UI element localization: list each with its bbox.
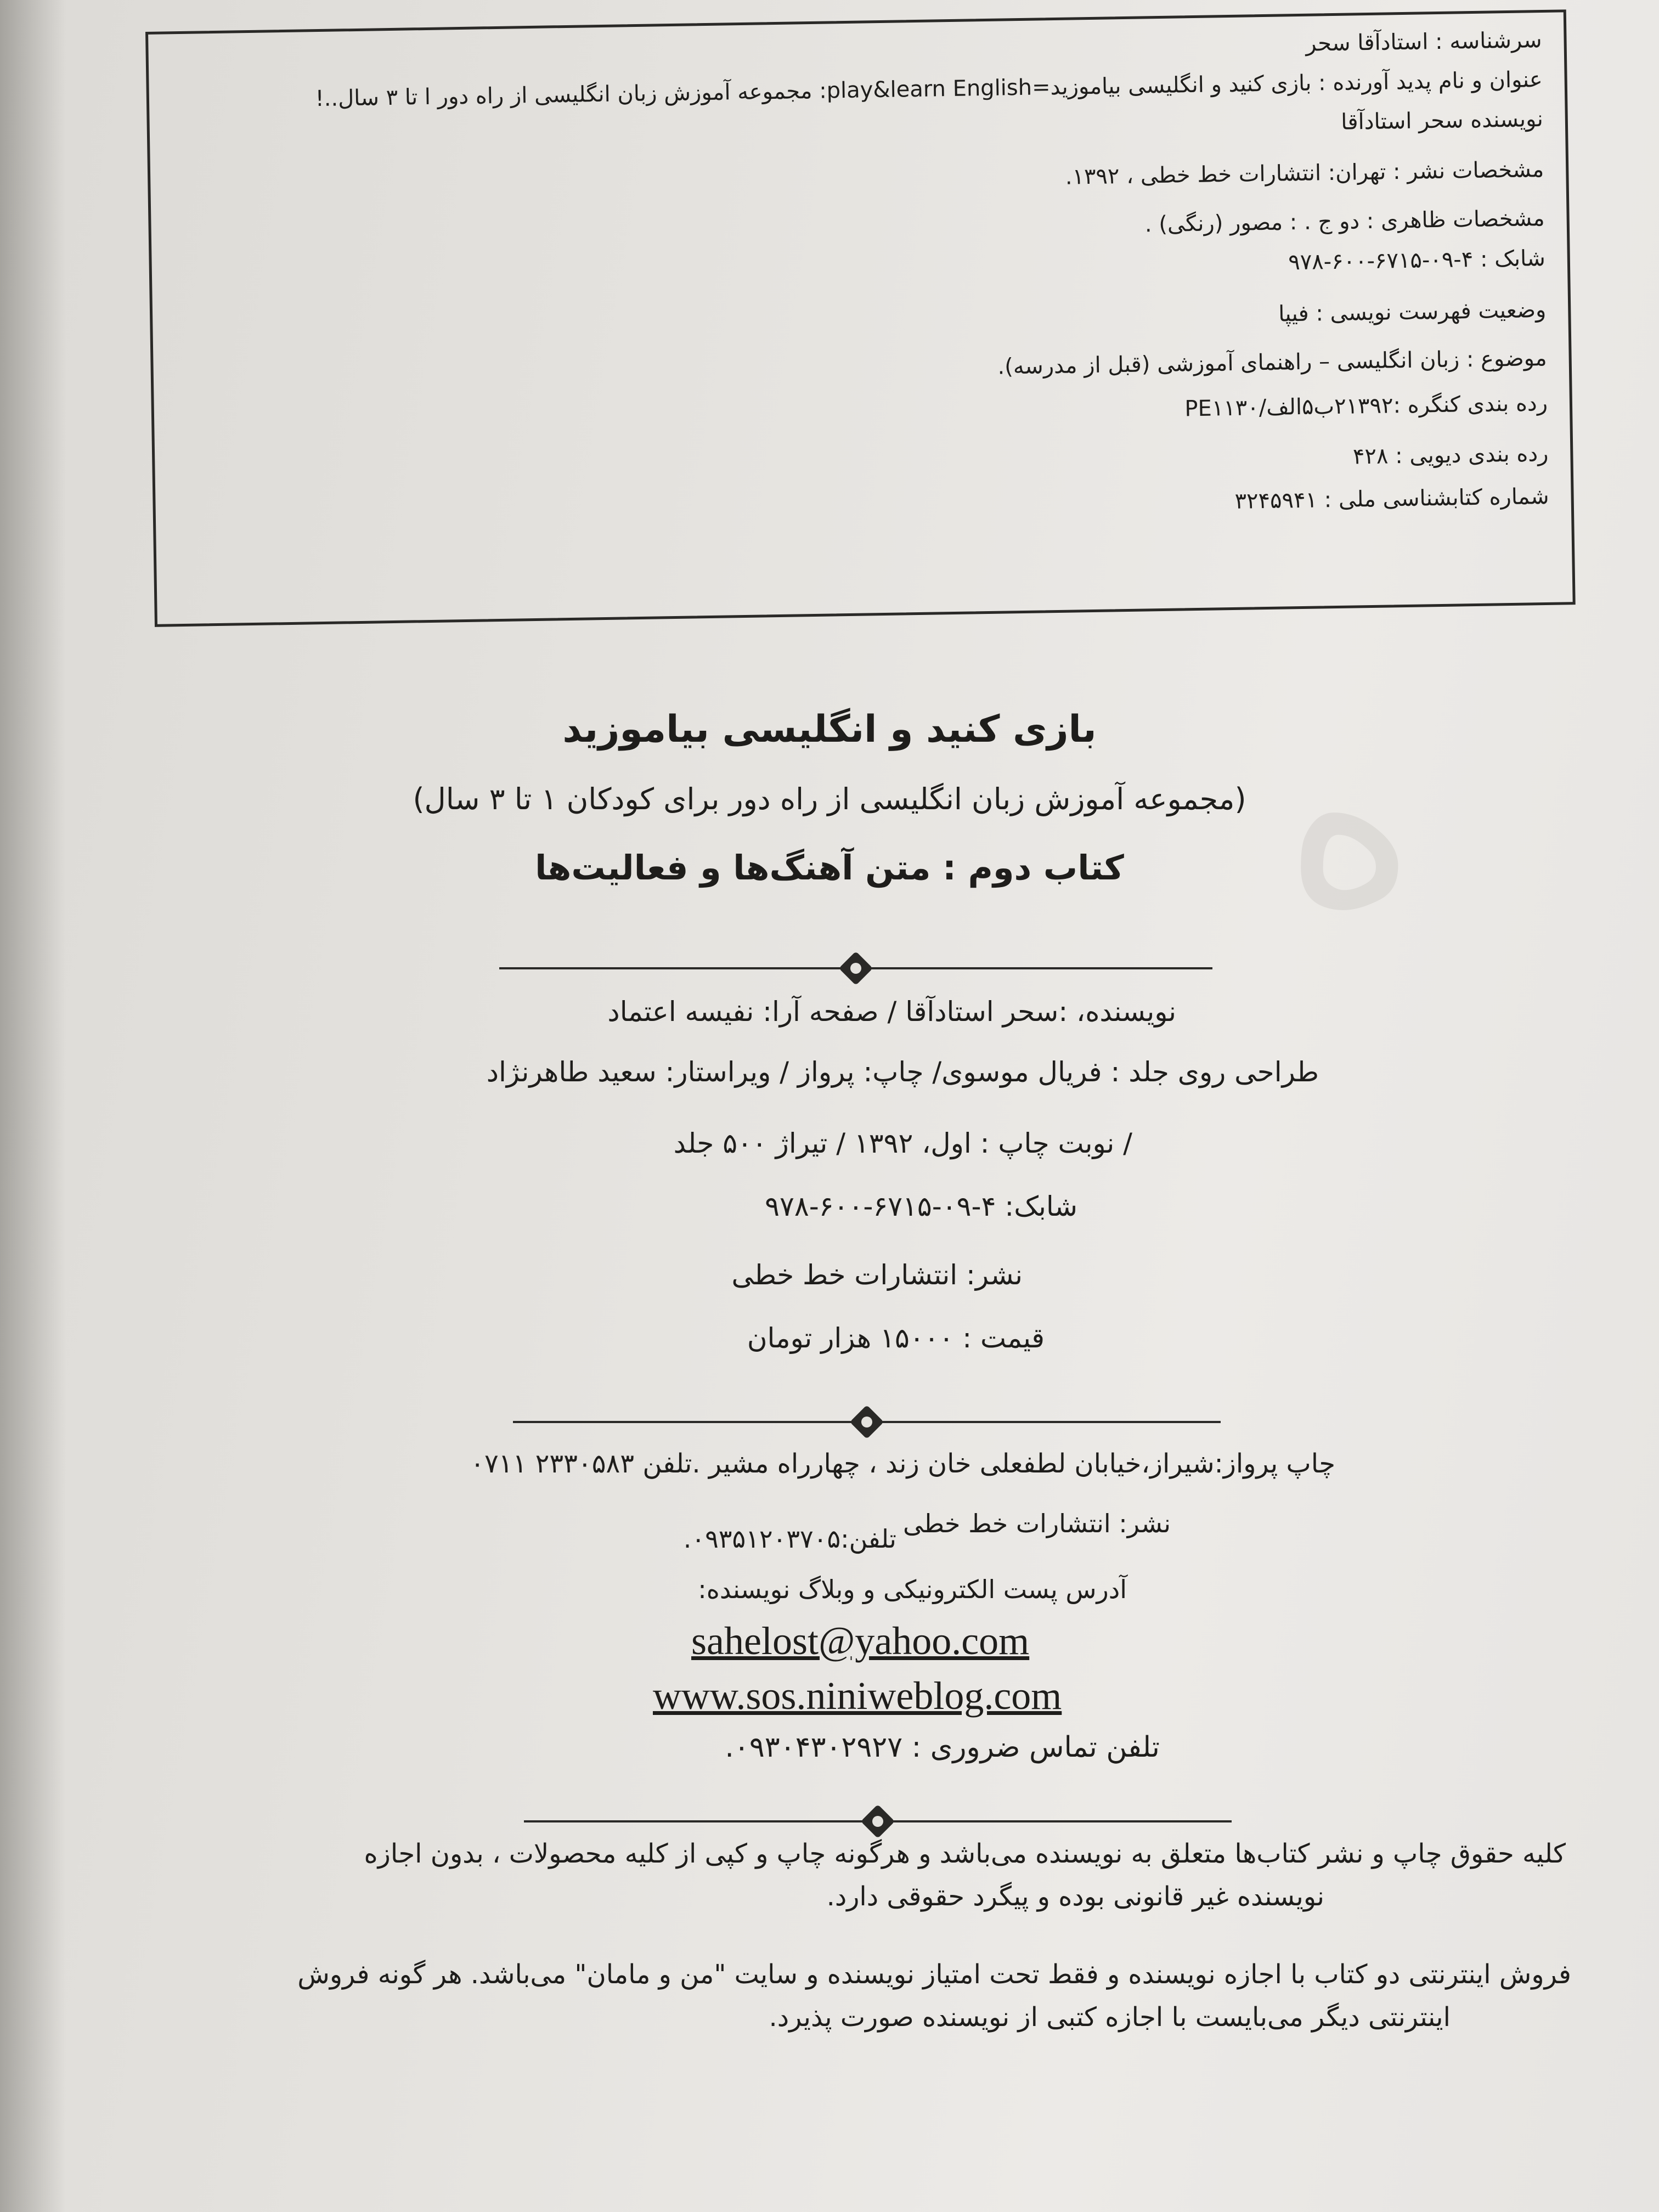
cip-isbn: شابک : ۴-۰۹-۶۷۱۵-۶۰۰-۹۷۸ [1288,245,1546,275]
author-blog-link[interactable]: www.sos.niniweblog.com [653,1674,1062,1718]
cip-heading: سرشناسه : استادآقا سحر [1305,27,1542,57]
book-subtitle: (مجموعه آموزش زبان انگلیسی از راه دور برای کودکان ۱ تا ۳ سال) [413,782,1246,816]
cip-cataloging-status: وضعیت فهرست نویسی : فیپا [1278,297,1547,327]
cip-lc-classification: رده بندی کنگره :۲۱۳۹۲ب۵الف/PE۱۱۳۰ [1184,390,1548,422]
author-email-link[interactable]: sahelost@yahoo.com [691,1619,1030,1663]
credits-edition: / نوبت چاپ : اول، ۱۳۹۲ / تیراژ ۵۰۰ جلد [673,1127,1132,1159]
book-title: بازی کنید و انگلیسی بیاموزید [562,708,1097,751]
background-watermark: ه [1284,669,1417,963]
ornament-icon [850,1405,884,1439]
page-gutter-shadow [0,0,66,2212]
online-sales-notice [68,1953,1571,2039]
credits-cover-print-editor: طراحی روی جلد : فریال موسوی/ چاپ: پرواز / ویراستار: سعید طاهرنژاد [486,1056,1319,1088]
contact-publisher: نشر: انتشارات خط خطی [902,1509,1171,1538]
credits-author-layout: نویسنده، :سحر استادآقا / صفحه آرا: نفیسه اعتماد [607,996,1176,1028]
cip-dewey-classification: رده بندی دیویی : ۴۲۸ [1352,441,1549,470]
printer-address: چاپ پرواز:شیراز،خیابان لطفعلی خان زند ، چهارراه مشیر .تلفن ۲۳۳۰۵۸۳ ۰۷۱۱ [470,1448,1335,1479]
cip-physical-description: مشخصات ظاهری : دو ج . : مصور (رنگی) . [1144,205,1545,238]
cataloging-in-publication-box [145,9,1576,627]
cip-national-bibliography-number: شماره کتابشناسی ملی : ۳۲۴۵۹۴۱ [1234,483,1549,514]
contact-address-label: آدرس پست الکترونیکی و وبلاگ نویسنده: [698,1575,1127,1604]
sales-line-1: فروش اینترنتی دو کتاب با اجازه نویسنده و فقط تحت امتیاز نویسنده و سایت "من و مامان" می‌باشد. هر گونه فروش [297,1959,1571,1990]
contact-publisher-phone: تلفن:۰۹۳۵۱۲۰۳۷۰۵. [683,1524,896,1554]
credits-publisher: نشر: انتشارات خط خطی [731,1259,1023,1291]
cip-author: نویسنده سحر استادآقا [1340,106,1544,135]
ornament-divider [499,952,1212,985]
book-volume: کتاب دوم : متن آهنگ‌ها و فعالیت‌ها [535,848,1124,888]
cip-subject: موضوع : زبان انگلیسی – راهنمای آموزشی (قبل از مدرسه). [997,345,1548,380]
emergency-phone: تلفن تماس ضروری : ۰۹۳۰۴۳۰۲۹۲۷. [725,1731,1160,1764]
copyright-line-1: کلیه حقوق چاپ و نشر کتاب‌ها متعلق به نویسنده می‌باشد و هرگونه چاپ و کپی از کلیه محصولات ، بدون اجازه [364,1838,1566,1869]
ornament-divider [513,1406,1221,1438]
copyright-line-2: نویسنده غیر قانونی بوده و پیگرد حقوقی دارد. [826,1881,1324,1912]
credits-isbn: شابک: ۴-۰۹-۶۷۱۵-۶۰۰-۹۷۸ [765,1190,1077,1222]
copyright-notice [74,1832,1566,1918]
cip-title-author: عنوان و نام پدید آورنده : بازی کنید و انگلیسی بیاموزید=play&learn English: مجموعه آموزش زبان انگلیسی از راه دور ا تا ۳ سال..! [315,67,1543,112]
credits-price: قیمت : ۱۵۰۰۰ هزار تومان [747,1322,1045,1354]
sales-line-2: اینترنتی دیگر می‌بایست با اجازه کتبی از نویسنده صورت پذیرد. [769,2002,1451,2033]
cip-publication: مشخصات نشر : تهران: انتشارات خط خطی ، ۱۳۹۲. [1065,156,1544,190]
ornament-icon [839,951,873,985]
